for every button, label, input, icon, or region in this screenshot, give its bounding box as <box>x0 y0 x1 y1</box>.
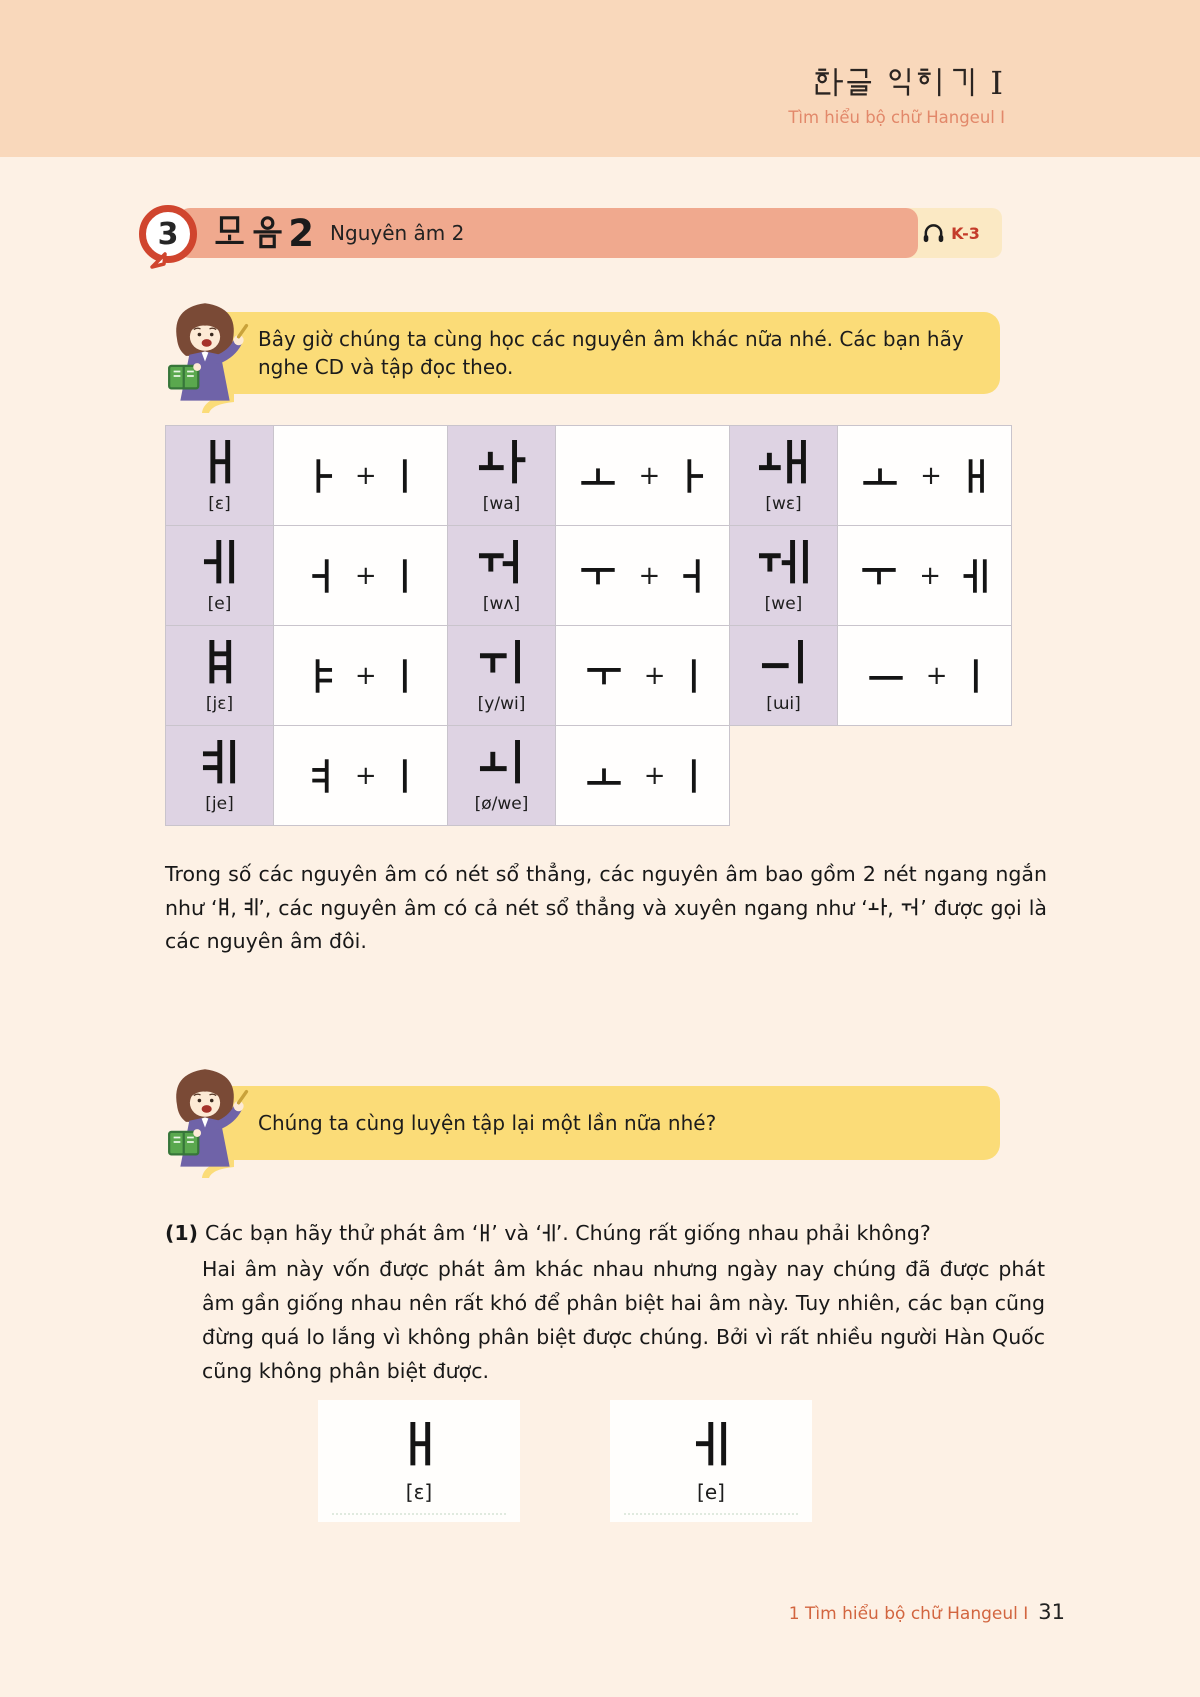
combo-cell <box>556 726 729 825</box>
vowel-ipa: [ɛ] <box>208 494 231 514</box>
hangul-glyph <box>868 897 887 916</box>
footer-chapter-title: 1 Tìm hiểu bộ chữ Hangeul I <box>788 1604 1029 1624</box>
hangul-glyph <box>948 67 978 97</box>
hangul-glyph <box>250 215 285 250</box>
compare-jamo <box>403 1419 436 1469</box>
combo-jamo <box>585 657 623 695</box>
hangul-glyph <box>203 637 236 686</box>
page-footer <box>789 1600 1065 1624</box>
combo-jamo <box>963 457 988 495</box>
footer-page-number: 31 <box>1038 1600 1065 1624</box>
combo-cell <box>274 626 447 725</box>
combo-jamo <box>861 457 899 495</box>
exercise-1 <box>165 1216 1045 1388</box>
teacher-character-icon <box>160 292 250 404</box>
vowel-jamo <box>203 637 236 687</box>
vowel-ipa: [ɯi] <box>766 694 801 714</box>
plus-sign: + <box>925 660 948 691</box>
hangul-glyph <box>579 557 617 595</box>
hangul-glyph <box>687 757 701 795</box>
audio-track-label: K-3 <box>951 223 980 243</box>
combo-cell <box>274 526 447 625</box>
combo-cell <box>556 526 729 625</box>
page-subtitle: Tìm hiểu bộ chữ Hangeul I <box>788 108 1005 127</box>
combo-cell <box>274 426 447 525</box>
hangul-glyph <box>398 757 412 795</box>
vowel-jamo <box>760 637 807 687</box>
plus-sign: + <box>920 460 942 491</box>
combo-jamo <box>681 557 705 595</box>
combo-jamo <box>310 557 334 595</box>
vowel-ipa: [we] <box>764 594 803 614</box>
compare-box <box>318 1400 520 1522</box>
hangul-glyph <box>478 1223 491 1242</box>
hangul-glyph <box>860 557 898 595</box>
vowel-jamo <box>477 537 526 587</box>
teacher-bubble-1 <box>200 312 1000 394</box>
hangul-glyph <box>887 67 917 97</box>
combo-jamo <box>962 557 989 595</box>
hangul-glyph <box>917 67 947 97</box>
vowel-cell <box>448 726 555 825</box>
combo-jamo <box>398 457 412 495</box>
combo-jamo <box>585 757 623 795</box>
hangul-glyph <box>694 1419 729 1468</box>
vowel-cell <box>730 426 837 525</box>
hangul-glyph <box>681 557 705 595</box>
vowel-jamo <box>201 737 238 787</box>
exercise-body: Hai âm này vốn được phát âm khác nhau nhưng ngày nay chúng đã được phát âm gần giống nhau nên rất khó để phân biệt hai âm này. Tuy nhiên, các bạn cũng đừng quá lo lắng vì không phân biệt được chúng. Bởi vì rất nhiều người Hàn Quốc cũng không phân biệt được. <box>202 1257 1045 1383</box>
plus-sign: + <box>638 460 661 491</box>
combo-cell <box>556 626 729 725</box>
combo-jamo <box>310 657 334 695</box>
hangul-glyph <box>681 457 705 495</box>
hangul-glyph <box>478 637 525 686</box>
hangul-glyph <box>212 215 247 250</box>
section-badge-tail <box>149 251 169 269</box>
vowel-cell <box>166 726 273 825</box>
teacher-bubble-1-text: Bây giờ chúng ta cùng học các nguyên âm khác nữa nhé. Các bạn hãy nghe CD và tập đọc theo. <box>258 327 964 379</box>
plus-sign: + <box>354 660 377 691</box>
hangul-glyph <box>542 1223 556 1242</box>
hangul-glyph <box>217 897 230 916</box>
combo-jamo <box>867 657 905 695</box>
hangul-glyph <box>398 457 412 495</box>
hangul-glyph <box>585 757 623 795</box>
teacher-bubble-2-text: Chúng ta cùng luyện tập lại một lần nữa nhé? <box>258 1111 717 1135</box>
vowel-ipa: [wʌ] <box>482 594 521 614</box>
combo-jamo <box>398 757 412 795</box>
hangul-glyph <box>477 537 526 586</box>
plus-sign: + <box>354 560 377 591</box>
combo-jamo <box>969 657 983 695</box>
vowel-cell <box>166 526 273 625</box>
plus-sign: + <box>354 460 377 491</box>
combo-cell <box>838 426 1011 525</box>
section-title-bar <box>178 208 918 258</box>
hangul-glyph <box>310 557 334 595</box>
combo-jamo <box>398 657 412 695</box>
vowel-cell <box>448 626 555 725</box>
exercise-number: (1) <box>165 1221 199 1245</box>
combo-jamo <box>579 457 617 495</box>
comparison-boxes <box>318 1400 812 1522</box>
vowel-jamo <box>758 437 809 487</box>
compare-box <box>610 1400 812 1522</box>
hangul-glyph <box>477 437 526 486</box>
vowel-jamo <box>478 637 525 687</box>
vowel-cell <box>448 426 555 525</box>
hangul-glyph <box>310 757 334 795</box>
vowel-ipa: [je] <box>205 794 234 814</box>
vowel-table-last-row <box>165 726 730 826</box>
page-header-band <box>0 0 1200 157</box>
hangul-glyph <box>814 67 844 97</box>
hangul-glyph <box>861 457 899 495</box>
hangul-glyph <box>867 657 905 695</box>
vowel-cell <box>448 526 555 625</box>
exercise-question: Các bạn hãy thử phát âm ‘ ’ và ‘ ’. Chúng rất giống nhau phải không? <box>205 1221 931 1245</box>
vowel-ipa: [jɛ] <box>205 694 234 714</box>
vowel-cell <box>730 626 837 725</box>
vowel-jamo <box>203 437 236 487</box>
plus-sign: + <box>643 760 666 791</box>
hangul-glyph <box>901 897 920 916</box>
combo-jamo <box>860 557 898 595</box>
combo-cell <box>838 526 1011 625</box>
plus-sign: + <box>643 660 666 691</box>
vowel-cell <box>730 526 837 625</box>
compare-ipa: [ɛ] <box>405 1479 433 1504</box>
vowel-cell <box>166 626 273 725</box>
hangul-glyph <box>203 437 236 486</box>
vowel-cell <box>166 426 273 525</box>
hangul-glyph <box>310 657 334 695</box>
page-title-korean: I <box>814 64 1005 102</box>
hangul-glyph <box>202 537 237 586</box>
plus-sign: + <box>638 560 661 591</box>
combo-jamo <box>579 557 617 595</box>
compare-jamo <box>694 1419 729 1469</box>
vowel-jamo <box>478 737 525 787</box>
plus-sign: + <box>354 760 377 791</box>
combo-jamo <box>687 757 701 795</box>
hangul-glyph <box>201 737 238 786</box>
hangul-glyph <box>962 557 989 595</box>
vowel-ipa: [y/wi] <box>477 694 526 714</box>
hangul-glyph <box>310 457 334 495</box>
teacher-bubble-2 <box>200 1086 1000 1160</box>
paragraph-vowel-explanation: Trong số các nguyên âm có nét sổ thẳng, các nguyên âm bao gồm 2 nét ngang ngắn như ‘ , ’, các nguyên âm có cả nét sổ thẳng và xuyên ngang như ‘ , ’ được gọi là các nguyên âm đôi. <box>165 862 1047 953</box>
combo-jamo <box>681 457 705 495</box>
vowel-jamo <box>477 437 526 487</box>
hangul-glyph <box>579 457 617 495</box>
headphones-icon <box>922 222 945 244</box>
hangul-glyph <box>687 657 701 695</box>
combo-jamo <box>310 757 334 795</box>
hangul-glyph <box>760 637 807 686</box>
vowel-ipa: [wɛ] <box>765 494 802 514</box>
hangul-glyph <box>758 437 809 486</box>
exercise-question-line <box>165 1216 1045 1250</box>
combo-jamo <box>310 457 334 495</box>
hangul-glyph <box>758 537 809 586</box>
hangul-glyph <box>244 897 258 916</box>
combo-cell <box>838 626 1011 725</box>
section-title-korean: 2 <box>212 212 314 255</box>
section-title-vietnamese: Nguyên âm 2 <box>330 221 465 245</box>
teacher-character-icon <box>160 1058 250 1170</box>
hangul-glyph <box>585 657 623 695</box>
hangul-glyph <box>963 457 988 495</box>
vowel-jamo <box>758 537 809 587</box>
combo-cell <box>556 426 729 525</box>
hangul-glyph <box>478 737 525 786</box>
combo-jamo <box>398 557 412 595</box>
vowel-ipa: [ø/we] <box>474 794 529 814</box>
hangul-glyph <box>398 657 412 695</box>
vowel-jamo <box>202 537 237 587</box>
hangul-glyph <box>969 657 983 695</box>
vowel-ipa: [wa] <box>482 494 521 514</box>
plus-sign: + <box>919 560 942 591</box>
vowel-ipa: [e] <box>207 594 232 614</box>
compare-ipa: [e] <box>697 1479 725 1504</box>
combo-jamo <box>687 657 701 695</box>
hangul-glyph <box>844 67 874 97</box>
vowel-table <box>165 425 1012 726</box>
hangul-glyph <box>398 557 412 595</box>
section-number: 3 <box>157 216 179 252</box>
hangul-glyph <box>403 1419 436 1468</box>
combo-cell <box>274 726 447 825</box>
